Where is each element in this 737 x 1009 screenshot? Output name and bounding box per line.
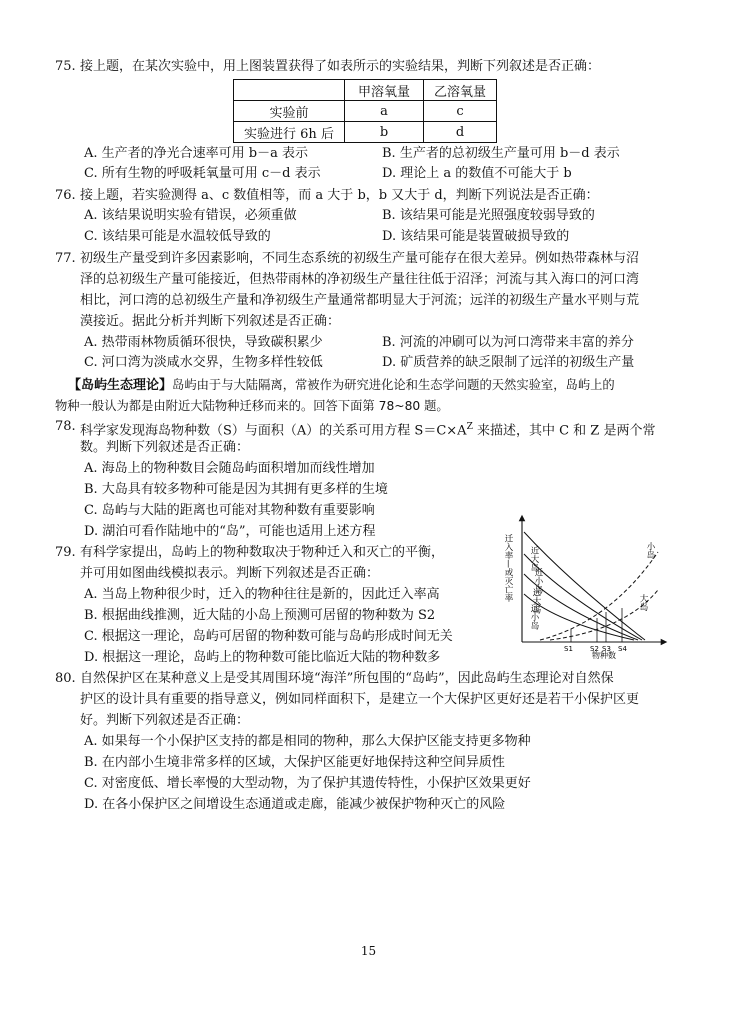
label-near-large: 近大岛 (529, 546, 539, 572)
q79-option-c: C. 根据这一理论，岛屿可居留的物种数可能与岛屿形成时间无关 (84, 629, 453, 644)
q77-option-d: D. 矿质营养的缺乏限制了远洋的初级生产量 (382, 355, 635, 370)
table-cell: d (424, 122, 497, 143)
table-cell: a (345, 101, 424, 122)
table-cell: 实验前 (234, 101, 345, 122)
table-row (234, 122, 497, 143)
tick-s2: S2 (590, 645, 599, 653)
q77-line: 相比，河口湾的总初级生产量和净初级生产量通常都明显大于河流；远洋的初级生产量水平则与荒 (80, 293, 640, 308)
theory-text: 岛屿由于与大陆隔离，常被作为研究进化论和生态学问题的天然实验室，岛屿上的 (172, 378, 615, 392)
label-far-small: 远小岛 (529, 604, 539, 630)
q80-option-c: C. 对密度低、增长率慢的大型动物，为了保护其遗传特性，小保护区效果更好 (84, 776, 531, 791)
page-number: 15 (360, 944, 377, 958)
q79-option-b: B. 根据曲线推测，近大陆的小岛上预测可居留的物种数为 S2 (84, 608, 436, 623)
q76-number: 76. (55, 188, 76, 203)
theory-title: 【岛屿生态理论】 (68, 378, 173, 393)
q75-stem: 接上题，在某次实验中，用上图装置获得了如表所示的实验结果，判断下列叙述是否正确： (80, 59, 601, 74)
q79-number: 79. (55, 545, 76, 560)
q78-exponent: Z (466, 422, 473, 432)
q79-line2: 并可用如图曲线模拟表示。判断下列叙述是否正确： (80, 566, 380, 581)
q78-option-a: A. 海岛上的物种数目会随岛屿面积增加而线性增加 (84, 461, 375, 476)
tick-s3: S3 (602, 645, 611, 653)
table-cell: 实验进行 6h 后 (234, 122, 345, 143)
q78-line1 (80, 418, 655, 440)
q78-option-b: B. 大岛具有较多物种可能是因为其拥有更多样的生境 (84, 482, 388, 497)
q79-line1: 有科学家提出，岛屿上的物种数取决于物种迁入和灭亡的平衡， (80, 545, 445, 560)
table-row (234, 80, 497, 101)
curve-near-small (524, 554, 642, 640)
tick-s4: S4 (618, 645, 627, 653)
q80-option-d: D. 在各小保护区之间增设生态通道或走廊，能减少被保护物种灭亡的风险 (84, 797, 506, 812)
q76-option-d: D. 该结果可能是装置破损导致的 (382, 229, 570, 244)
q76-stem: 接上题，若实验测得 a、c 数值相等，而 a 大于 b，b 又大于 d，判断下列说法是否正确： (80, 188, 599, 203)
label-near-small: 近小岛 (533, 568, 543, 594)
q80-option-a: A. 如果每一个小保护区支持的都是相同的物种，那么大保护区能支持更多物种 (84, 734, 531, 749)
x-axis-label: 物种数 (592, 651, 616, 660)
table-row (234, 101, 497, 122)
label-far-large: 远大岛 (531, 588, 541, 614)
q78-option-d: D. 湖泊可看作陆地中的“岛”，可能也适用上述方程 (84, 524, 376, 539)
q80-option-b: B. 在内部小生境非常多样的区域，大保护区能更好地保持这种空间异质性 (84, 755, 505, 770)
q80-line1: 自然保护区在某种意义上是受其周围环境“海洋”所包围的“岛屿”，因此岛屿生态理论对自然保 (80, 671, 614, 686)
label-small-island: 小岛 (645, 542, 655, 559)
table-cell: c (424, 101, 497, 122)
table-header-cell: 甲溶氧量 (345, 80, 424, 101)
y-axis-label: 迁入率—或灭亡率 (503, 534, 513, 602)
q78-line2: 数。判断下列叙述是否正确： (80, 440, 250, 455)
q75-option-c: C. 所有生物的呼吸耗氧量可用 c－d 表示 (84, 166, 321, 181)
q80-line2: 护区的设计具有重要的指导意义，例如同样面积下，是建立一个大保护区更好还是若干小保护区更 (80, 692, 640, 707)
table-cell: b (345, 122, 424, 143)
q77-line: 泽的总初级生产量可能接近，但热带雨林的净初级生产量往往低于沼泽；河流与其入海口的河口湾 (80, 272, 640, 287)
table-cell (234, 80, 345, 101)
q75-option-d: D. 理论上 a 的数值不可能大于 b (382, 166, 572, 181)
q79-option-d: D. 根据这一理论，岛屿上的物种数可能比临近大陆的物种数多 (84, 650, 441, 665)
q77-option-a: A. 热带雨林物质循环很快，导致碳积累少 (84, 335, 323, 350)
theory-intro-line2: 物种一般认为都是由附近大陆物种迁移而来的。回答下面第 78~80 题。 (55, 399, 449, 413)
q75-number: 75. (55, 59, 76, 74)
q79-option-a: A. 当岛上物种很少时，迁入的物种往往是新的，因此迁入率高 (84, 587, 440, 602)
q76-option-c: C. 该结果可能是水温较低导致的 (84, 229, 271, 244)
q76-option-a: A. 该结果说明实验有错误，必须重做 (84, 208, 297, 223)
theory-intro-line1 (68, 376, 615, 395)
q77-number: 77. (55, 251, 76, 266)
q77-line: 初级生产量受到许多因素影响，不同生态系统的初级生产量可能存在很大差异。例如热带森林与沼 (80, 251, 640, 266)
q77-line: 漠接近。据此分析并判断下列叙述是否正确： (80, 314, 341, 329)
q77-option-b: B. 河流的冲刷可以为河口湾带来丰富的养分 (382, 335, 634, 350)
q78-option-c: C. 岛屿与大陆的距离也可能对其物种数有重要影响 (84, 503, 375, 518)
q75-option-a: A. 生产者的净光合速率可用 b－a 表示 (84, 146, 308, 161)
table-header-cell: 乙溶氧量 (424, 80, 497, 101)
q80-number: 80. (55, 671, 76, 686)
immigration-extinction-graph (500, 512, 670, 662)
q75-table (233, 79, 497, 143)
q78-number: 78. (55, 419, 76, 434)
q77-option-c: C. 河口湾为淡咸水交界，生物多样性较低 (84, 355, 323, 370)
q80-line3: 好。判断下列叙述是否正确： (80, 713, 250, 728)
q78-line1-tail: 来描述，其中 C 和 Z 是两个常 (472, 423, 656, 439)
q78-line1-text: 科学家发现海岛物种数（S）与面积（A）的关系可用方程 S＝C×A (80, 423, 467, 439)
q76-option-b: B. 该结果可能是光照强度较弱导致的 (382, 208, 595, 223)
q75-option-b: B. 生产者的总初级生产量可用 b－d 表示 (382, 146, 620, 161)
label-large-island: 大岛 (638, 594, 648, 611)
tick-s1: S1 (564, 645, 573, 653)
